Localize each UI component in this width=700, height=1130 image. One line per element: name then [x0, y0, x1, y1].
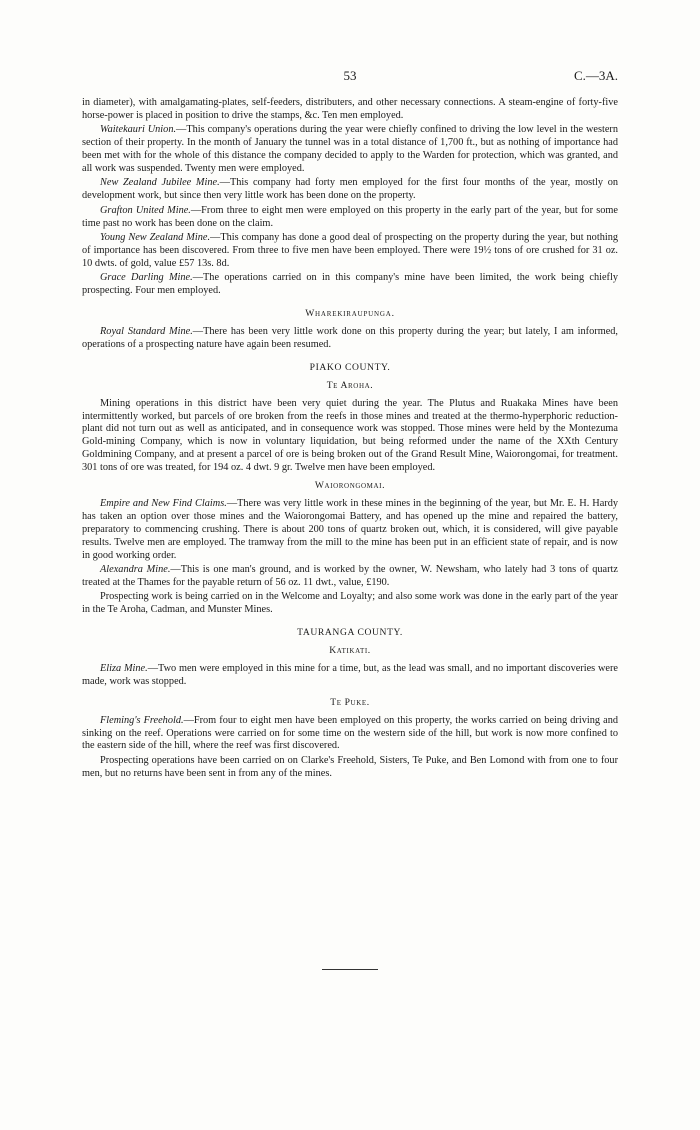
- paragraph-grace-darling: Grace Darling Mine.—The operations carried on in this company's mine have been limited, the work being chiefly prospecting. Four men employed.: [82, 272, 618, 297]
- paragraph-young-new-zealand: Young New Zealand Mine.—This company has done a good deal of prospecting on the property during the year, but nothing of importance has been discovered. From three to five men have been employed. There were 19½ tons of ore crushed for 31 oz. 10 dwts. of gold, value £57 13s. 8d.: [82, 232, 619, 269]
- end-rule: [322, 969, 378, 970]
- paragraph-continuation: in diameter), with amalgamating-plates, self-feeders, distributers, and other necessary connections. A steam-engine of forty-five horse-power is placed in position to drive the stamps, &c. Ten men employed.: [82, 97, 618, 121]
- paragraph-grafton-united: Grafton United Mine.—From three to eight men were employed on this property in the early part of the year, but for some time past no work has been done on the claim.: [82, 204, 618, 229]
- paragraph-prospecting-welcome: Prospecting work is being carried on in the Welcome and Loyalty; and also some work was done in the early part of the year in the Te Aroha, Cadman, and Munster Mines.: [82, 591, 618, 616]
- series-code: C.—3A.: [573, 68, 618, 83]
- section-heading-wharekiraupunga: Wharekiraupunga.: [305, 308, 395, 320]
- report-body: [82, 97, 618, 782]
- paragraph-flemings-freehold: Fleming's Freehold.—From four to eight men have been employed on this property, the works carried on being driving and sinking on the reef. Operations were carried on for some time on the western side of the hill, but work is now more confined to the eastern side of the hill, where the reef was first discovered.: [82, 714, 618, 752]
- section-heading-tauranga-county: TAURANGA COUNTY.: [297, 627, 403, 639]
- section-heading-piako-county: PIAKO COUNTY.: [309, 361, 391, 373]
- subheading-waiorongomai: Waiorongomai.: [314, 480, 386, 492]
- subheading-te-aroha: Te Aroha.: [326, 379, 374, 391]
- paragraph-te-aroha: Mining operations in this district have been very quiet during the year. The Plutus and Ruakaka Mines have been intermittently worked, but parcels of ore broken from the reefs in those mines and treated at the thermo-hyperphoric reduction-plant did not turn out as well as anticipated, and in consequence work was stopped. Those mines were held by the Montezuma Gold-mining Company, which is now in voluntary liquidation, but being reformed under the name of the XXth Century Goldmining Company, and at present a parcel of ore is being broken out of the Grand Result Mine, Waiorongomai, for treatment. 301 tons of ore was treated, for 194 oz. 4 dwt. 9 gr. Twelve men have been employed.: [82, 397, 618, 474]
- paragraph-empire-new-find: Empire and New Find Claims.—There was very little work in these mines in the beginning of the year, but Mr. E. H. Hardy has taken an option over those mines and the Waiorongomai Battery, and has opened up the mine and repaired the battery, preparatory to commencing crushing. There is about 200 tons of quartz broken out, which, it is considered, will give payable results. Twelve men are employed. The tramway from the mill to the mine has been put in an efficient state of repair, and is now in good working order.: [82, 497, 618, 561]
- page-header: [0, 68, 700, 86]
- paragraph-alexandra-mine: Alexandra Mine.—This is one man's ground, and is worked by the owner, W. Newsham, who lately had 3 tons of quartz treated at the Thames for the payable return of 56 oz. 11 dwt., value, £190.: [82, 564, 618, 588]
- subheading-katikati: Katikati.: [329, 645, 371, 657]
- paragraph-waitekauri-union: Waitekauri Union.—This company's operations during the year were chiefly confined to driving the low level in the western section of their property. In the month of January the tunnel was in a total distance of 1,700 ft., but as nothing of importance had been met with for the whole of this distance the company decided to apply to the Warden for protection, which was granted, and all work was suspended. Twenty men were employed.: [82, 124, 618, 175]
- subheading-te-puke: Te Puke.: [330, 696, 370, 708]
- page-number: 53: [343, 68, 357, 83]
- paragraph-royal-standard: Royal Standard Mine.—There has been very little work done on this property during the year; but lately, I am informed, operations of a prospecting nature have again been resumed.: [82, 326, 618, 350]
- paragraph-prospecting-clarkes: Prospecting operations have been carried on on Clarke's Freehold, Sisters, Te Puke, and Ben Lomond with from one to four men, but no returns have been sent in from any of the mines.: [82, 754, 618, 779]
- paragraph-new-zealand-jubilee: New Zealand Jubilee Mine.—This company had forty men employed for the first four months of the year, mostly on development work, but since then very little work has been done on the property.: [82, 177, 618, 202]
- paragraph-eliza-mine: Eliza Mine.—Two men were employed in this mine for a time, but, as the lead was small, and no important discoveries were made, work was stopped.: [82, 662, 618, 687]
